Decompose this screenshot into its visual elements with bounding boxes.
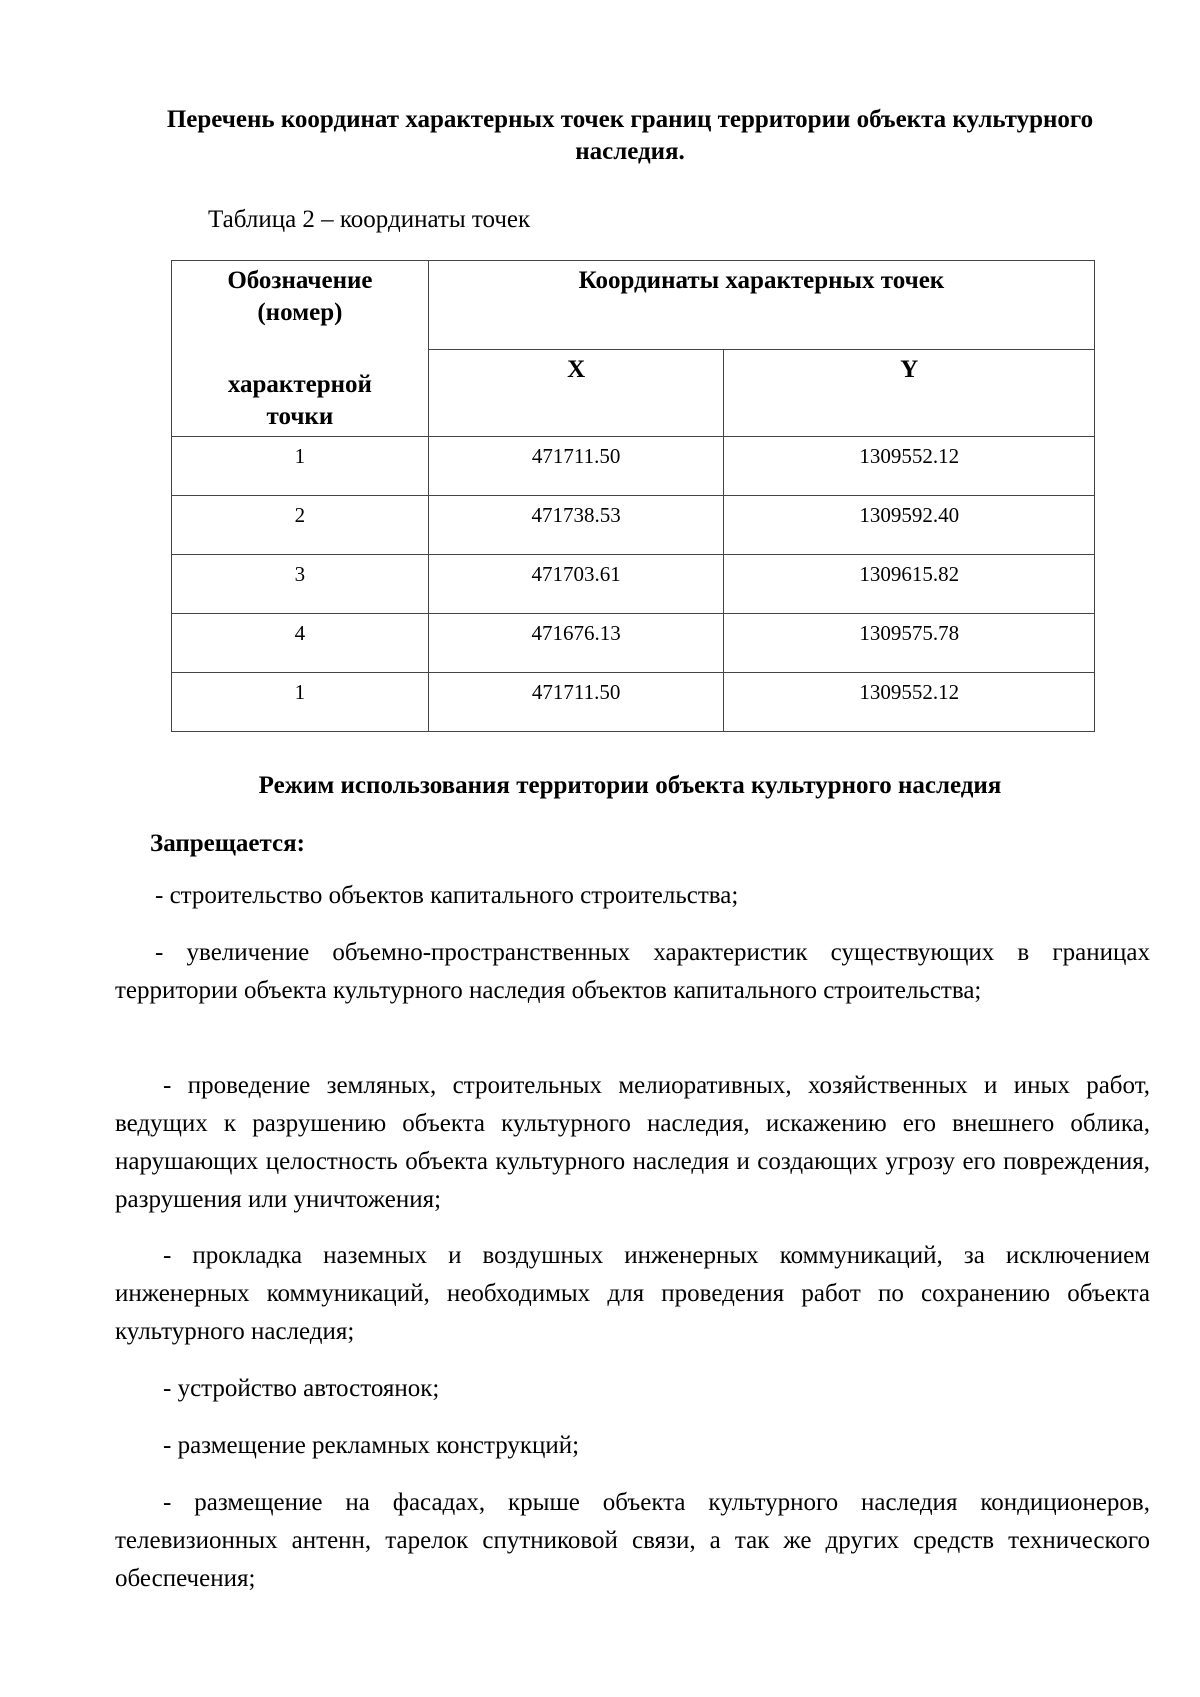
header-point-designation bbox=[172, 261, 429, 437]
document-title: Перечень координат характерных точек границ территории объекта культурного наследия. bbox=[166, 106, 1094, 165]
header-y: Y bbox=[724, 349, 1095, 437]
header-point-line2: (номер) bbox=[257, 299, 343, 326]
header-gap bbox=[172, 329, 428, 369]
prohibition-item-1: - строительство объектов капитального строительства; bbox=[155, 882, 739, 909]
coordinates-table bbox=[171, 260, 1095, 732]
cell-point: 2 bbox=[172, 496, 429, 555]
cell-x: 471711.50 bbox=[428, 673, 724, 732]
cell-x: 471711.50 bbox=[428, 437, 724, 496]
table-row bbox=[172, 673, 1095, 732]
cell-y: 1309592.40 bbox=[724, 496, 1095, 555]
cell-y: 1309575.78 bbox=[724, 614, 1095, 673]
table-header-row bbox=[172, 261, 1095, 350]
cell-point: 1 bbox=[172, 673, 429, 732]
forbidden-label: Запрещается: bbox=[150, 830, 306, 857]
cell-x: 471703.61 bbox=[428, 555, 724, 614]
header-x: X bbox=[428, 349, 724, 437]
cell-point: 1 bbox=[172, 437, 429, 496]
prohibition-item-7: - размещение на фасадах, крыше объекта культурного наследия кондиционеров, телевизионных антенн, тарелок спутниковой связи, а так же других средств технического обеспечения; bbox=[115, 1489, 1150, 1592]
prohibition-item-4: - прокладка наземных и воздушных инженерных коммуникаций, за исключением инженерных коммуникаций, необходимых для проведения работ по сохранению объекта культурного наследия; bbox=[115, 1242, 1150, 1345]
table-row bbox=[172, 437, 1095, 496]
header-point-line4: точки bbox=[266, 403, 334, 430]
cell-y: 1309552.12 bbox=[724, 437, 1095, 496]
prohibition-item-5: - устройство автостоянок; bbox=[163, 1375, 440, 1402]
prohibition-item-6: - размещение рекламных конструкций; bbox=[163, 1432, 580, 1459]
cell-point: 4 bbox=[172, 614, 429, 673]
header-coordinates-group: Координаты характерных точек bbox=[428, 261, 1094, 350]
cell-y: 1309615.82 bbox=[724, 555, 1095, 614]
cell-x: 471676.13 bbox=[428, 614, 724, 673]
cell-y: 1309552.12 bbox=[724, 673, 1095, 732]
header-point-line3: характерной bbox=[227, 371, 372, 398]
prohibition-item-2: - увеличение объемно-пространственных характеристик существующих в границах территории объекта культурного наследия объектов капитального строительства; bbox=[115, 939, 1150, 1004]
table-row bbox=[172, 496, 1095, 555]
table-row bbox=[172, 614, 1095, 673]
regime-title: Режим использования территории объекта культурного наследия bbox=[258, 772, 1002, 799]
prohibition-item-3: - проведение земляных, строительных мелиоративных, хозяйственных и иных работ, ведущих к разрушению объекта культурного наследия, искажению его внешнего облика, нарушающих целостность объекта культурного наследия и создающих угрозу его повреждения, разрушения или уничтожения; bbox=[115, 1072, 1150, 1213]
table-row bbox=[172, 555, 1095, 614]
cell-x: 471738.53 bbox=[428, 496, 724, 555]
cell-point: 3 bbox=[172, 555, 429, 614]
header-point-line1: Обозначение bbox=[227, 267, 373, 294]
table-caption: Таблица 2 – координаты точек bbox=[208, 206, 531, 233]
